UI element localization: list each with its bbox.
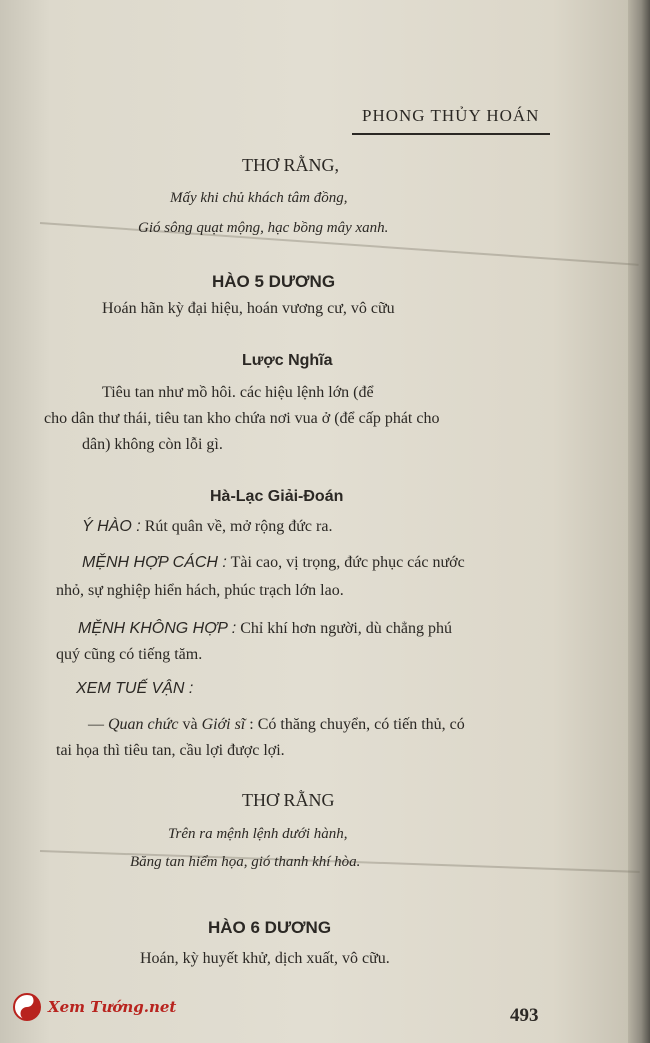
hao-text: Hoán hãn kỳ đại hiệu, hoán vương cư, vô cữu	[102, 300, 395, 317]
xem-gioi-si: Giới sĩ	[201, 716, 246, 733]
menh-hop-label: MỆNH HỢP CÁCH :	[82, 554, 227, 571]
xem-tue-van	[76, 680, 193, 698]
watermark	[12, 992, 176, 1022]
paragraph-line: Tiêu tan như mồ hôi. các hiệu lệnh lớn (để	[102, 384, 374, 401]
xem-tue-van-label: XEM TUẾ VẬN :	[76, 680, 194, 697]
page-number: 493	[510, 1005, 539, 1026]
poem-title: THƠ RẰNG	[242, 790, 335, 810]
section-heading: HÀO 6 DƯƠNG	[208, 918, 332, 937]
paragraph-line: cho dân thư thái, tiêu tan kho chứa nơi vua ở (để cấp phát cho	[44, 410, 440, 427]
menh-hop-line-2: nhỏ, sự nghiệp hiển hách, phúc trạch lớn lao.	[56, 582, 344, 599]
menh-hop-text: Tài cao, vị trọng, đức phục các nước	[230, 554, 465, 571]
menh-hop-line	[82, 554, 465, 572]
menh-khong-line-2: quý cũng có tiếng tăm.	[56, 646, 203, 663]
xem-text: : Có thăng chuyển, có tiến thủ, có	[245, 716, 465, 733]
page-edge	[628, 0, 650, 1043]
subsection-heading: Lược Nghĩa	[242, 352, 333, 369]
hao-text: Hoán, kỳ huyết khử, dịch xuất, vô cữu.	[140, 950, 390, 967]
poem-title: THƠ RẰNG,	[242, 155, 339, 175]
y-hao-line	[82, 518, 332, 536]
poem-line: Băng tan hiểm họa, gió thanh khí hòa.	[130, 854, 361, 870]
y-hao-label: Ý HÀO :	[82, 518, 141, 535]
subsection-heading: Hà-Lạc Giải-Đoán	[210, 488, 344, 505]
paragraph-line: dân) không còn lỗi gì.	[82, 436, 223, 453]
menh-khong-text: Chỉ khí hơn người, dù chẳng phú	[240, 620, 452, 637]
dash: —	[88, 716, 108, 733]
menh-khong-label: MỆNH KHÔNG HỢP :	[78, 620, 237, 637]
y-hao-text: Rút quân về, mở rộng đức ra.	[144, 518, 333, 535]
header-rule	[352, 133, 550, 135]
poem-line: Gió sông quạt mộng, hạc bồng mây xanh.	[138, 220, 389, 236]
running-header: PHONG THỦY HOÁN	[362, 106, 540, 125]
xem-quan-chuc: Quan chức	[108, 716, 179, 733]
watermark-text: Xem Tướng.net	[48, 998, 177, 1016]
menh-khong-line	[78, 620, 452, 638]
xem-line-2: tai họa thì tiêu tan, cầu lợi được lợi.	[56, 742, 285, 759]
xem-line	[88, 716, 465, 734]
poem-line: Trên ra mệnh lệnh dưới hành,	[168, 826, 348, 842]
poem-line: Mấy khi chủ khách tâm đồng,	[170, 190, 348, 206]
yin-yang-icon	[12, 992, 42, 1022]
section-heading: HÀO 5 DƯƠNG	[212, 272, 336, 291]
xem-va: và	[178, 716, 202, 733]
